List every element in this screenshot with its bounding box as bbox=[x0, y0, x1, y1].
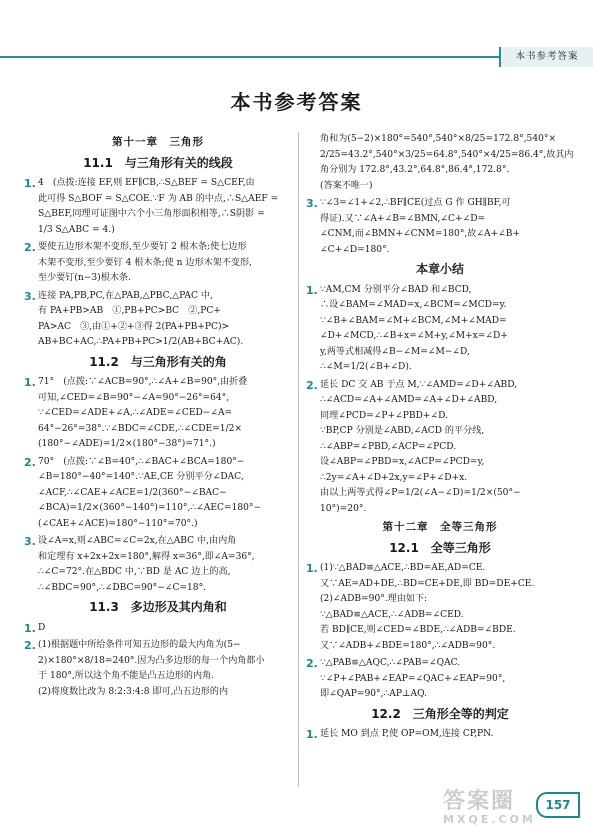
question-number: 3. bbox=[306, 197, 318, 210]
answer-item: 1. (1)∵△BAD≌△ACE,∴BD=AE,AD=CE. 又∵AE=AD+DE,∴BD=CE+DE,即 BD=DE+CE. (2)∠ADB=90°.理由如下: ∵△BAD≌△ACE,∴∠ADB=∠CED. 若 BD∥CE,则∠CED=∠BDE,∴∠ADB=∠BDE. 又∵∠ADB+∠BDE=180°,∴∠ADB=90°. bbox=[306, 562, 535, 651]
answer-item: 2. (1)根据题中所给条件可知五边形的最大内角为(5− 2)×180°×8/18=240°.因为凸多边形的每一个内角都小 于 180°,所以这个角不能是凸五边形的内角. (2)将度数比改为 8:2:3:4:8 即可,凸五边形的内 bbox=[24, 639, 265, 697]
section-heading: 12.2 三角形全等的判定 bbox=[371, 706, 509, 721]
answer-item: 1. 4 (点拨:连接 EF,则 EF∥CB,∴S△BEF = S△CEF,由 此可得 S△BOF = S△COE.∵F 为 AB 的中点,∴S△AEF = S△BEF,同理可证图中六个小三角形面积相等,∴S阴影 = 1/3 S△ABC = 4.) bbox=[24, 177, 279, 235]
question-number: 1. bbox=[306, 283, 318, 297]
question-number: 2. bbox=[24, 241, 36, 254]
question-number: 1. bbox=[306, 728, 318, 741]
answer-item: 3. 连接 PA,PB,PC,在△PAB,△PBC,△PAC 中, 有 PA+PB>AB ①,PB+PC>BC ②,PC+ PA>AC ③,由①+②+③得 2(PA+PB+PC)> AB+BC+AC,∴PA+PB+PC>1/2(AB+BC+AC). bbox=[24, 289, 244, 347]
answer-continuation: 角和为(5−2)×180°=540°,540°×8/25=172.8°,540°× 2/25=43.2°,540°×3/25=64.8°,540°×4/25=86.4°,故其内 角分别为 172.8°,43.2°,64.8°,86.4°,172.8°. (答案不唯一) bbox=[320, 134, 574, 191]
answer-item: 1. ∵AM,CM 分别平分∠BAD 和∠BCD, ∴设∠BAM=∠MAD=x,∠BCM=∠MCD=y. ∵∠B+∠BAM=∠M+∠BCM,∠M+∠MAD= ∠D+∠MCD,∴∠B+x=∠M+y,∠M+x=∠D+ y,两等式相减得∠B−∠M=∠M−∠D, ∴∠M=1/2(∠B+∠D). bbox=[306, 283, 508, 372]
answer-item: 3. 设∠A=x,则∠ABC=∠C=2x,在△ABC 中,由内角 和定理有 x+2x+2x=180°,解得 x=36°,即∠A=36°, ∴∠C=72°.在△BDC 中,∵BD 是 AC 边上的高, ∴∠BDC=90°,∴∠DBC=90°−∠C=18°. bbox=[24, 535, 255, 593]
chapter-heading: 第十一章 三角形 bbox=[112, 136, 204, 148]
answer-item: 1. D bbox=[24, 621, 46, 635]
watermark-sub: MXQE.COM bbox=[443, 813, 536, 826]
answer-item: 3. ∵∠3=∠1+∠2,∴BF∥CE(过点 G 作 GH∥BF,可 得证).又∵∠A+∠B=∠BMN,∠C+∠D= ∠CNM,而∠BMN+∠CNM=180°,故∠A+∠B+ ∠C+∠D=180°. bbox=[306, 197, 521, 255]
section-heading: 11.2 与三角形有关的角 bbox=[89, 354, 227, 369]
question-number: 1. bbox=[24, 376, 36, 389]
question-number: 2. bbox=[24, 455, 36, 469]
question-number: 2. bbox=[24, 639, 36, 652]
section-heading: 12.1 全等三角形 bbox=[389, 540, 491, 555]
section-heading: 本章小结 bbox=[415, 262, 464, 276]
left-column bbox=[24, 132, 292, 702]
question-number: 2. bbox=[306, 378, 318, 392]
section-heading: 11.1 与三角形有关的线段 bbox=[83, 155, 233, 170]
question-number: 3. bbox=[24, 535, 36, 548]
answer-item: 2. 70° (点拨:∵∠B=40°,∴∠BAC+∠BCA=180°− ∠B=180°−40°=140°.∵AE,CE 分别平分∠DAC, ∠ACF,∴∠CAE+∠ACE=1/2(360°−∠BAC− ∠BCA)=1/2×(360°−140°)=110°,∴∠AEC=180°− (∠CAE+∠ACE)=180°−110°=70°.) bbox=[24, 455, 262, 529]
running-header bbox=[0, 47, 593, 67]
answer-item: 2. ∵△PAB≌△AQC,∴∠PAB=∠QAC. ∵∠P+∠PAB+∠EAP=∠QAC+∠EAP=90°, 即∠QAP=90°,∴AP⊥AQ. bbox=[306, 657, 506, 699]
question-number: 1. bbox=[306, 562, 318, 575]
question-number: 3. bbox=[24, 289, 36, 303]
running-title: 本书参考答案 bbox=[499, 47, 593, 67]
watermark-main: 答案圈 bbox=[443, 789, 516, 814]
header-rule bbox=[0, 56, 500, 58]
column-divider bbox=[298, 132, 299, 787]
page-title: 本书参考答案 bbox=[230, 90, 363, 114]
chapter-heading: 第十二章 全等三角形 bbox=[382, 521, 498, 533]
answer-item: 2. 延长 DC 交 AB 于点 M,∵∠AMD=∠D+∠ABD, ∴∠ACD=∠A+∠AMD=∠A+∠D+∠ABD, 同理∠PCD=∠P+∠PBD+∠D. ∵BP,CP 分别是∠ABD,∠ACD 的平分线, ∴∠ABP=∠PBD,∠ACP=∠PCD. 设∠ABP=∠PBD=x,∠ACP=∠PCD=y, ∴2y=∠A+∠D+2x,y=∠P+∠D+x. 由以上两等式得∠P=1/2(∠A−∠D)=1/2×(50°− 10°)=20°. bbox=[306, 378, 521, 514]
answer-item: 1. 71° (点拨:∵∠ACB=90°,∴∠A+∠B=90°,由折叠 可知,∠CED=∠B=90°−∠A=90°−26°=64°, ∵∠CED=∠ADE+∠A,∴∠ADE=∠CED−∠A= 64°−26°=38°.∵∠BDC=∠CDE,∴∠CDE=1/2× (180°−∠ADE)=1/2×(180°−38°)=71°.) bbox=[24, 376, 248, 449]
section-heading: 11.3 多边形及其内角和 bbox=[89, 600, 227, 614]
question-number: 1. bbox=[24, 621, 36, 635]
answer-item: 2. 要使五边形木架不变形,至少要钉 2 根木条;使七边形 木架不变形,至少要钉 4 根木条;使 n 边形木架不变形, 至少要钉(n−3)根木条. bbox=[24, 241, 252, 283]
answer-item: 1. 延长 MO 到点 P,使 OP=OM,连接 CP,PN. bbox=[306, 728, 494, 741]
page-number: 157 bbox=[536, 792, 580, 818]
question-number: 1. bbox=[24, 177, 36, 190]
right-column bbox=[306, 132, 574, 745]
question-number: 2. bbox=[306, 657, 318, 670]
